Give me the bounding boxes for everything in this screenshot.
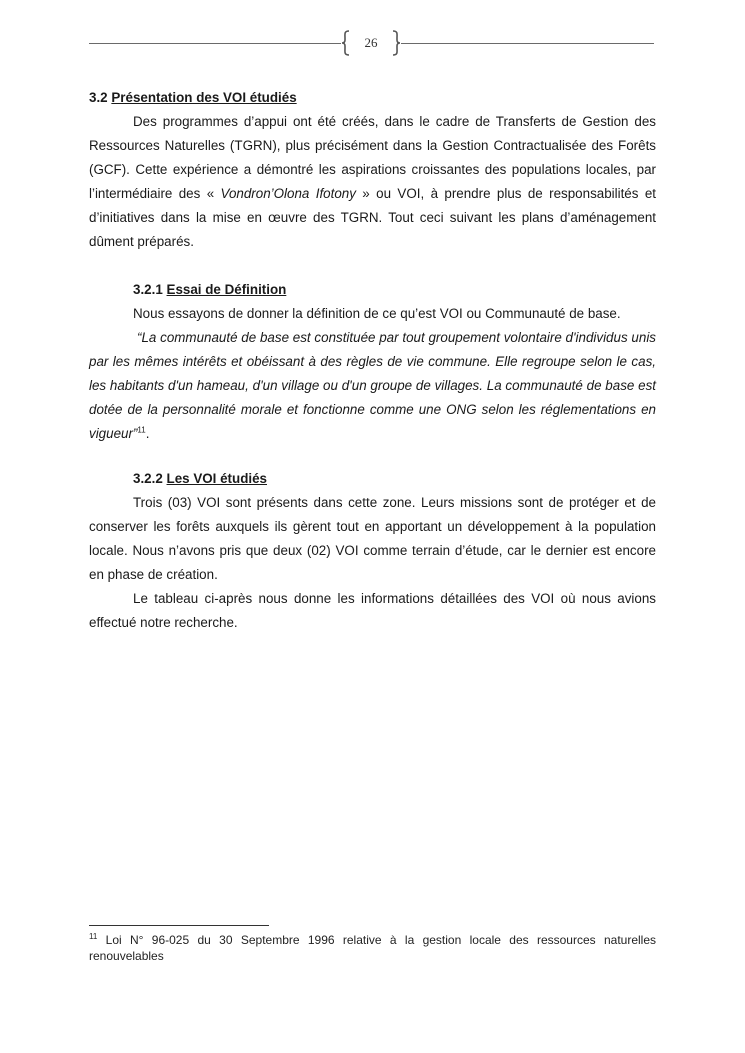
definition-intro: Nous essayons de donner la définition de ce qu’est VOI ou Communauté de base. bbox=[133, 306, 621, 321]
page-number: 26 bbox=[364, 35, 378, 50]
spacer bbox=[89, 254, 656, 278]
page-body bbox=[89, 86, 656, 635]
footnote-number: 11 bbox=[89, 932, 98, 941]
quote-end: . bbox=[145, 426, 150, 441]
header-rule-left bbox=[89, 43, 341, 44]
section-title: Présentation des VOI étudiés bbox=[111, 90, 297, 105]
footnote bbox=[89, 932, 656, 964]
left-brace-ornament bbox=[341, 30, 351, 56]
footnote-reference: 11 bbox=[137, 425, 146, 435]
section-heading-3-2 bbox=[89, 86, 656, 110]
paragraph-text-continued: » ou VOI, à prendre plus de responsabilités et d’initiatives dans la mise en œuvre des TGRN. Tout ceci suivant les plans d’aménagement dûment préparés. bbox=[89, 186, 656, 249]
footnote-separator bbox=[89, 925, 269, 926]
footnote-text: Loi N° 96-025 du 30 Septembre 1996 relative à la gestion locale des ressources naturelles renouvelables bbox=[89, 933, 657, 963]
section-number: 3.2 bbox=[89, 90, 108, 105]
section-heading-3-2-1 bbox=[89, 278, 656, 302]
section-heading-3-2-2 bbox=[89, 467, 656, 491]
spacer bbox=[89, 446, 656, 467]
quote-text: “La communauté de base est constituée par tout groupement volontaire d'individus unis par les mêmes intérêts et obéissant à des règles de vie commune. Elle regroupe selon le cas, les habitants d'un hameau, d'un village ou d'un groupe de villages. La communauté de base est dotée de la personnalité morale et fonctionne comme une ONG selon les réglementations en vigueur” bbox=[89, 330, 656, 441]
subsection-number: 3.2.2 bbox=[133, 471, 163, 486]
voi-paragraph-2: Le tableau ci-après nous donne les informations détaillées des VOI où nous avions effectué notre recherche. bbox=[89, 591, 656, 630]
definition-quote bbox=[89, 326, 656, 446]
voi-paragraph-1: Trois (03) VOI sont présents dans cette zone. Leurs missions sont de protéger et de conserver les forêts auxquels ils gèrent tout en apportant un développement à la population locale. Nous n’avons pris que deux (02) VOI comme terrain d’étude, car le dernier est encore en phase de création. bbox=[89, 495, 656, 582]
subsection-title: Les VOI étudiés bbox=[166, 471, 267, 486]
right-brace-ornament bbox=[391, 30, 401, 56]
paragraph-text: Des programmes d’appui ont été créés, dans le cadre de Transferts de Gestion des Ressources Naturelles (TGRN), plus précisément dans la Gestion Contractualisée des Forêts (GCF). Cette expérience a démontré les aspirations croissantes des populations locales, par l’intermédiaire des « bbox=[89, 114, 656, 201]
header-rule-right bbox=[401, 43, 654, 44]
italic-term: Vondron’Olona Ifotony bbox=[220, 186, 356, 201]
subsection-number: 3.2.1 bbox=[133, 282, 163, 297]
section-3-2-paragraph bbox=[89, 110, 656, 254]
subsection-title: Essai de Définition bbox=[166, 282, 287, 297]
